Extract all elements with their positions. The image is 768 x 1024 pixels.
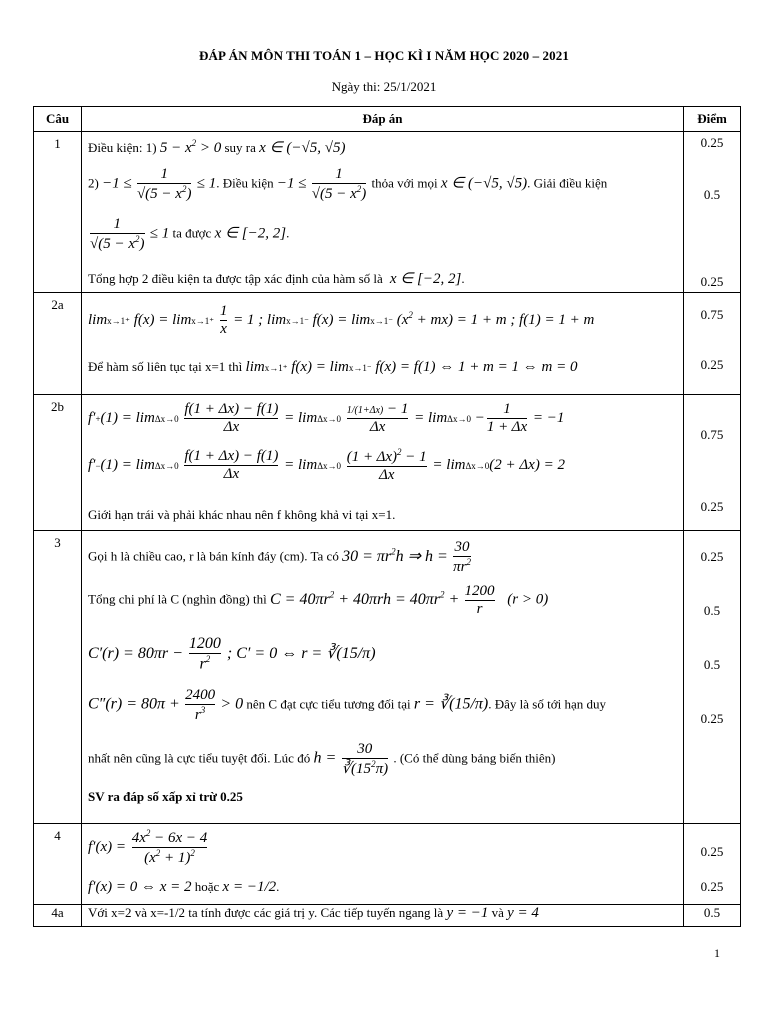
- score-value: 0.25: [700, 844, 724, 859]
- answer-text: ta được: [172, 225, 212, 241]
- exam-date: Ngày thi: 25/1/2021: [331, 79, 437, 94]
- table-row: [34, 395, 741, 531]
- score-cell: [684, 293, 741, 395]
- table-row: [34, 132, 741, 293]
- answer-text: thỏa với mọi: [371, 175, 438, 191]
- question-number: 3: [34, 531, 82, 824]
- question-number: 2b: [34, 395, 82, 531]
- question-number: 4a: [34, 905, 82, 927]
- answer-text: . Giải điều kiện: [527, 175, 608, 191]
- score-value: 0.75: [700, 307, 724, 322]
- question-number: 2a: [34, 293, 82, 395]
- question-number: 4: [34, 824, 82, 905]
- score-value: 0.5: [684, 905, 741, 927]
- page-title: ĐÁP ÁN MÔN THI TOÁN 1 – HỌC KÌ I NĂM HỌC 2020 – 2021: [199, 48, 569, 63]
- answer-note: SV ra đáp số xấp xỉ trừ 0.25: [88, 789, 243, 804]
- score-value: 0.75: [700, 427, 724, 442]
- answer-text: Giới hạn trái và phải khác nhau nên f không khả vi tại x=1.: [88, 507, 396, 522]
- answer-text: nhất nên cũng là cực tiểu tuyệt đối. Lúc đó: [88, 750, 311, 766]
- table-header-row: [34, 107, 741, 132]
- answer-text: Gọi h là chiều cao, r là bán kính đáy (cm). Ta có: [88, 548, 339, 564]
- table-row: [34, 905, 741, 927]
- answer-text: nên C đạt cực tiểu tương đối tại: [246, 696, 411, 712]
- answer-cell: f′(x) = $\frac{4x^2 - 6x - 4}{(x^2 + 1)^2}$ f′(x) = 0 ⇔ x = 2 hoặc x = −1/2.: [82, 824, 684, 905]
- score-cell: [684, 395, 741, 531]
- answer-text: Tổng hợp 2 điều kiện ta được tập xác định của hàm số là: [88, 271, 383, 286]
- answer-text: Tổng chi phí là C (nghìn đồng) thì: [88, 591, 267, 607]
- answer-text: Với x=2 và x=-1/2 ta tính được các giá trị y. Các tiếp tuyến ngang là: [88, 905, 444, 920]
- table-row: [34, 293, 741, 395]
- answer-cell: Điều kiện: 1) $5 - x^2 > 0$ suy ra x ∈ (−√5, √5) 2) −1 ≤ $\frac{1}{√(5 - x^2)}$ ≤ 1. Điều kiện −1 ≤ $\frac{1}{√(5 - x^2)}$ thỏa với mọi x ∈ (−√5, √5). Giải điều kiện $\frac{1}{√(5 - x^2)}$ ≤ 1 ta được x ∈ [−2, 2]. Tổng hợp 2 điều kiện ta được tập xác định của hàm số là x ∈ [−2, 2].: [82, 132, 684, 293]
- col-score-header: Điểm: [684, 107, 741, 132]
- score-value: 0.25: [700, 357, 724, 372]
- answer-text: . (Có thể dùng bảng biến thiên): [393, 750, 556, 766]
- answer-text: Để hàm số liên tục tại x=1 thì: [88, 359, 243, 374]
- answer-text: và: [491, 905, 504, 920]
- answer-text: suy ra: [224, 140, 256, 155]
- score-value: 0.25: [700, 499, 724, 514]
- score-value: 0.5: [703, 657, 721, 672]
- answer-cell: Gọi h là chiều cao, r là bán kính đáy (cm). Ta có $30 = \pi r^2h$ ⇒ h = $\frac{30}{\pi r^2}$ Tổng chi phí là C (nghìn đồng) thì $C = 40\pi r^2 + 40\pi rh = 40\pi r^2$ + $\frac{1200}{r}$ (r > 0) C′(r) = 80πr − $\frac{1200}{r^2}$ ; C′ = 0 ⇔ r = ∛(15/π) C″(r) = 80π + $\frac{2400}{r^3}$ > 0 nên C đạt cực tiểu tương đối tại r = ∛(15/π). Đây là số tới hạn duy nhất nên cũng là cực tiểu tuyệt đối. Lúc đó h = $\frac{30}{∛(15^2\pi)}$ . (Có thể dùng bảng biến thiên) SV ra đáp số xấp xỉ trừ 0.25: [82, 531, 684, 824]
- page-number: 1: [714, 946, 720, 960]
- answer-text: . Đây là số tới hạn duy: [488, 696, 606, 712]
- answer-text: hoặc: [194, 879, 220, 894]
- col-question-header: Câu: [34, 107, 82, 132]
- answer-text: Điều kiện: 1): [88, 140, 157, 155]
- score-cell: [684, 132, 741, 293]
- score-value: 0.5: [703, 187, 721, 202]
- answer-text: . Điều kiện: [216, 175, 274, 191]
- question-number: 1: [34, 132, 82, 293]
- score-value: 0.25: [700, 879, 724, 894]
- col-answer-header: Đáp án: [82, 107, 684, 132]
- score-cell: [684, 531, 741, 824]
- answer-cell: limx→1⁺ f(x) = limx→1⁺ $\frac{1}{x}$ = 1 ; limx→1⁻ f(x) = limx→1⁻ $(x^2 + mx) = 1 + m$ ; f(1) = 1 + m Để hàm số liên tục tại x=1 thì limx→1⁺ f(x) = limx→1⁻ f(x) = f(1) ⇔ 1 + m = 1 ⇔ m = 0: [82, 293, 684, 395]
- table-row: [34, 824, 741, 905]
- score-value: 0.25: [700, 711, 724, 726]
- score-value: 0.25: [700, 135, 724, 150]
- answer-table: [33, 106, 741, 927]
- answer-cell: Với x=2 và x=-1/2 ta tính được các giá trị y. Các tiếp tuyến ngang là y = −1 và y = 4: [82, 905, 684, 927]
- answer-cell: f′+(1) = limΔx→0 $\frac{f(1 + \Delta x) - f(1)}{\Delta x}$ = limΔx→0 $\frac{1/(1+\Delta x) - 1}{\Delta x}$ = limΔx→0 − $\frac{1}{1 + \Delta x}$ = −1 f′−(1) = limΔx→0 $\frac{f(1 + \Delta x) - f(1)}{\Delta x}$ = limΔx→0 $\frac{(1 + \Delta x)^2 - 1}{\Delta x}$ = limΔx→0(2 + Δx) = 2 Giới hạn trái và phải khác nhau nên f không khả vi tại x=1.: [82, 395, 684, 531]
- score-value: 0.25: [700, 549, 724, 564]
- score-value: 0.25: [700, 274, 724, 289]
- table-row: [34, 531, 741, 824]
- score-cell: [684, 824, 741, 905]
- answer-text: 2): [88, 175, 99, 191]
- score-value: 0.5: [703, 603, 721, 618]
